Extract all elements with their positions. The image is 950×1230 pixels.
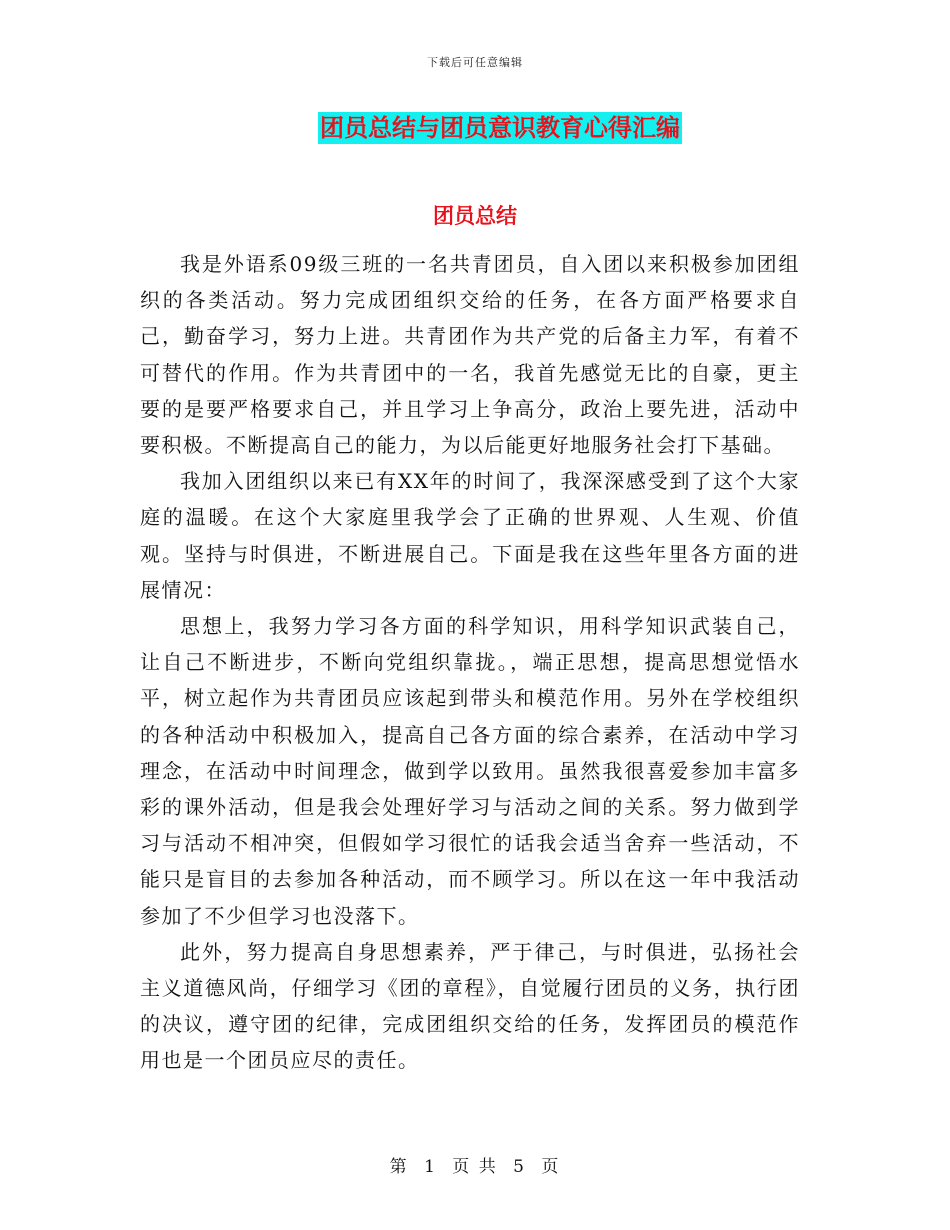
- header-note: 下载后可任意编辑: [427, 56, 523, 69]
- footer-prefix: 第: [389, 1157, 409, 1177]
- body-text: [140, 246, 800, 1079]
- paragraph: 我是外语系09级三班的一名共青团员，自入团以来积极参加团组织的各类活动。努力完成团组织交给的任务，在各方面严格要求自己，勤奋学习，努力上进。共青团作为共产党的后备主力军，有着不可替代的作用。作为共青团中的一名，我首先感觉无比的自豪，更主要的是要严格要求自己，并且学习上争高分，政治上要先进，活动中要积极。不断提高自己的能力，为以后能更好地服务社会打下基础。: [140, 252, 800, 458]
- section-title: 团员总结: [433, 204, 517, 228]
- footer-total-pages: 5: [513, 1157, 526, 1177]
- footer-middle: 页 共: [452, 1157, 498, 1177]
- document-title: 团员总结与团员意识教育心得汇编: [320, 114, 680, 142]
- paragraph: 此外，努力提高自身思想素养，严于律己，与时俱进，弘扬社会主义道德风尚，仔细学习《团的章程》，自觉履行团员的义务，执行团的决议，遵守团的纪律，完成团组织交给的任务，发挥团员的模范作用也是一个团员应尽的责任。: [140, 939, 800, 1073]
- footer-current-page: 1: [424, 1157, 437, 1177]
- paragraph: 我加入团组织以来已有XX年的时间了，我深深感受到了这个大家庭的温暖。在这个大家庭里我学会了正确的世界观、人生观、价值观。坚持与时俱进，不断进展自己。下面是我在这些年里各方面的进展情况：: [140, 469, 800, 602]
- footer-suffix: 页: [541, 1157, 561, 1177]
- paragraph: 思想上，我努力学习各方面的科学知识，用科学知识武装自己，让自己不断进步，不断向党组织靠拢。，端正思想，提高思想觉悟水平，树立起作为共青团员应该起到带头和模范作用。另外在学校组织的各种活动中积极加入，提高自己各方面的综合素养，在活动中学习理念，在活动中时间理念，做到学以致用。虽然我很喜爱参加丰富多彩的课外活动，但是我会处理好学习与活动之间的关系。努力做到学习与活动不相冲突，但假如学习很忙的话我会适当舍弃一些活动，不能只是盲目的去参加各种活动，而不顾学习。所以在这一年中我活动参加了不少但学习也没落下。: [140, 614, 800, 928]
- document-title-wrap: [0, 112, 950, 144]
- page-footer: [0, 1152, 950, 1177]
